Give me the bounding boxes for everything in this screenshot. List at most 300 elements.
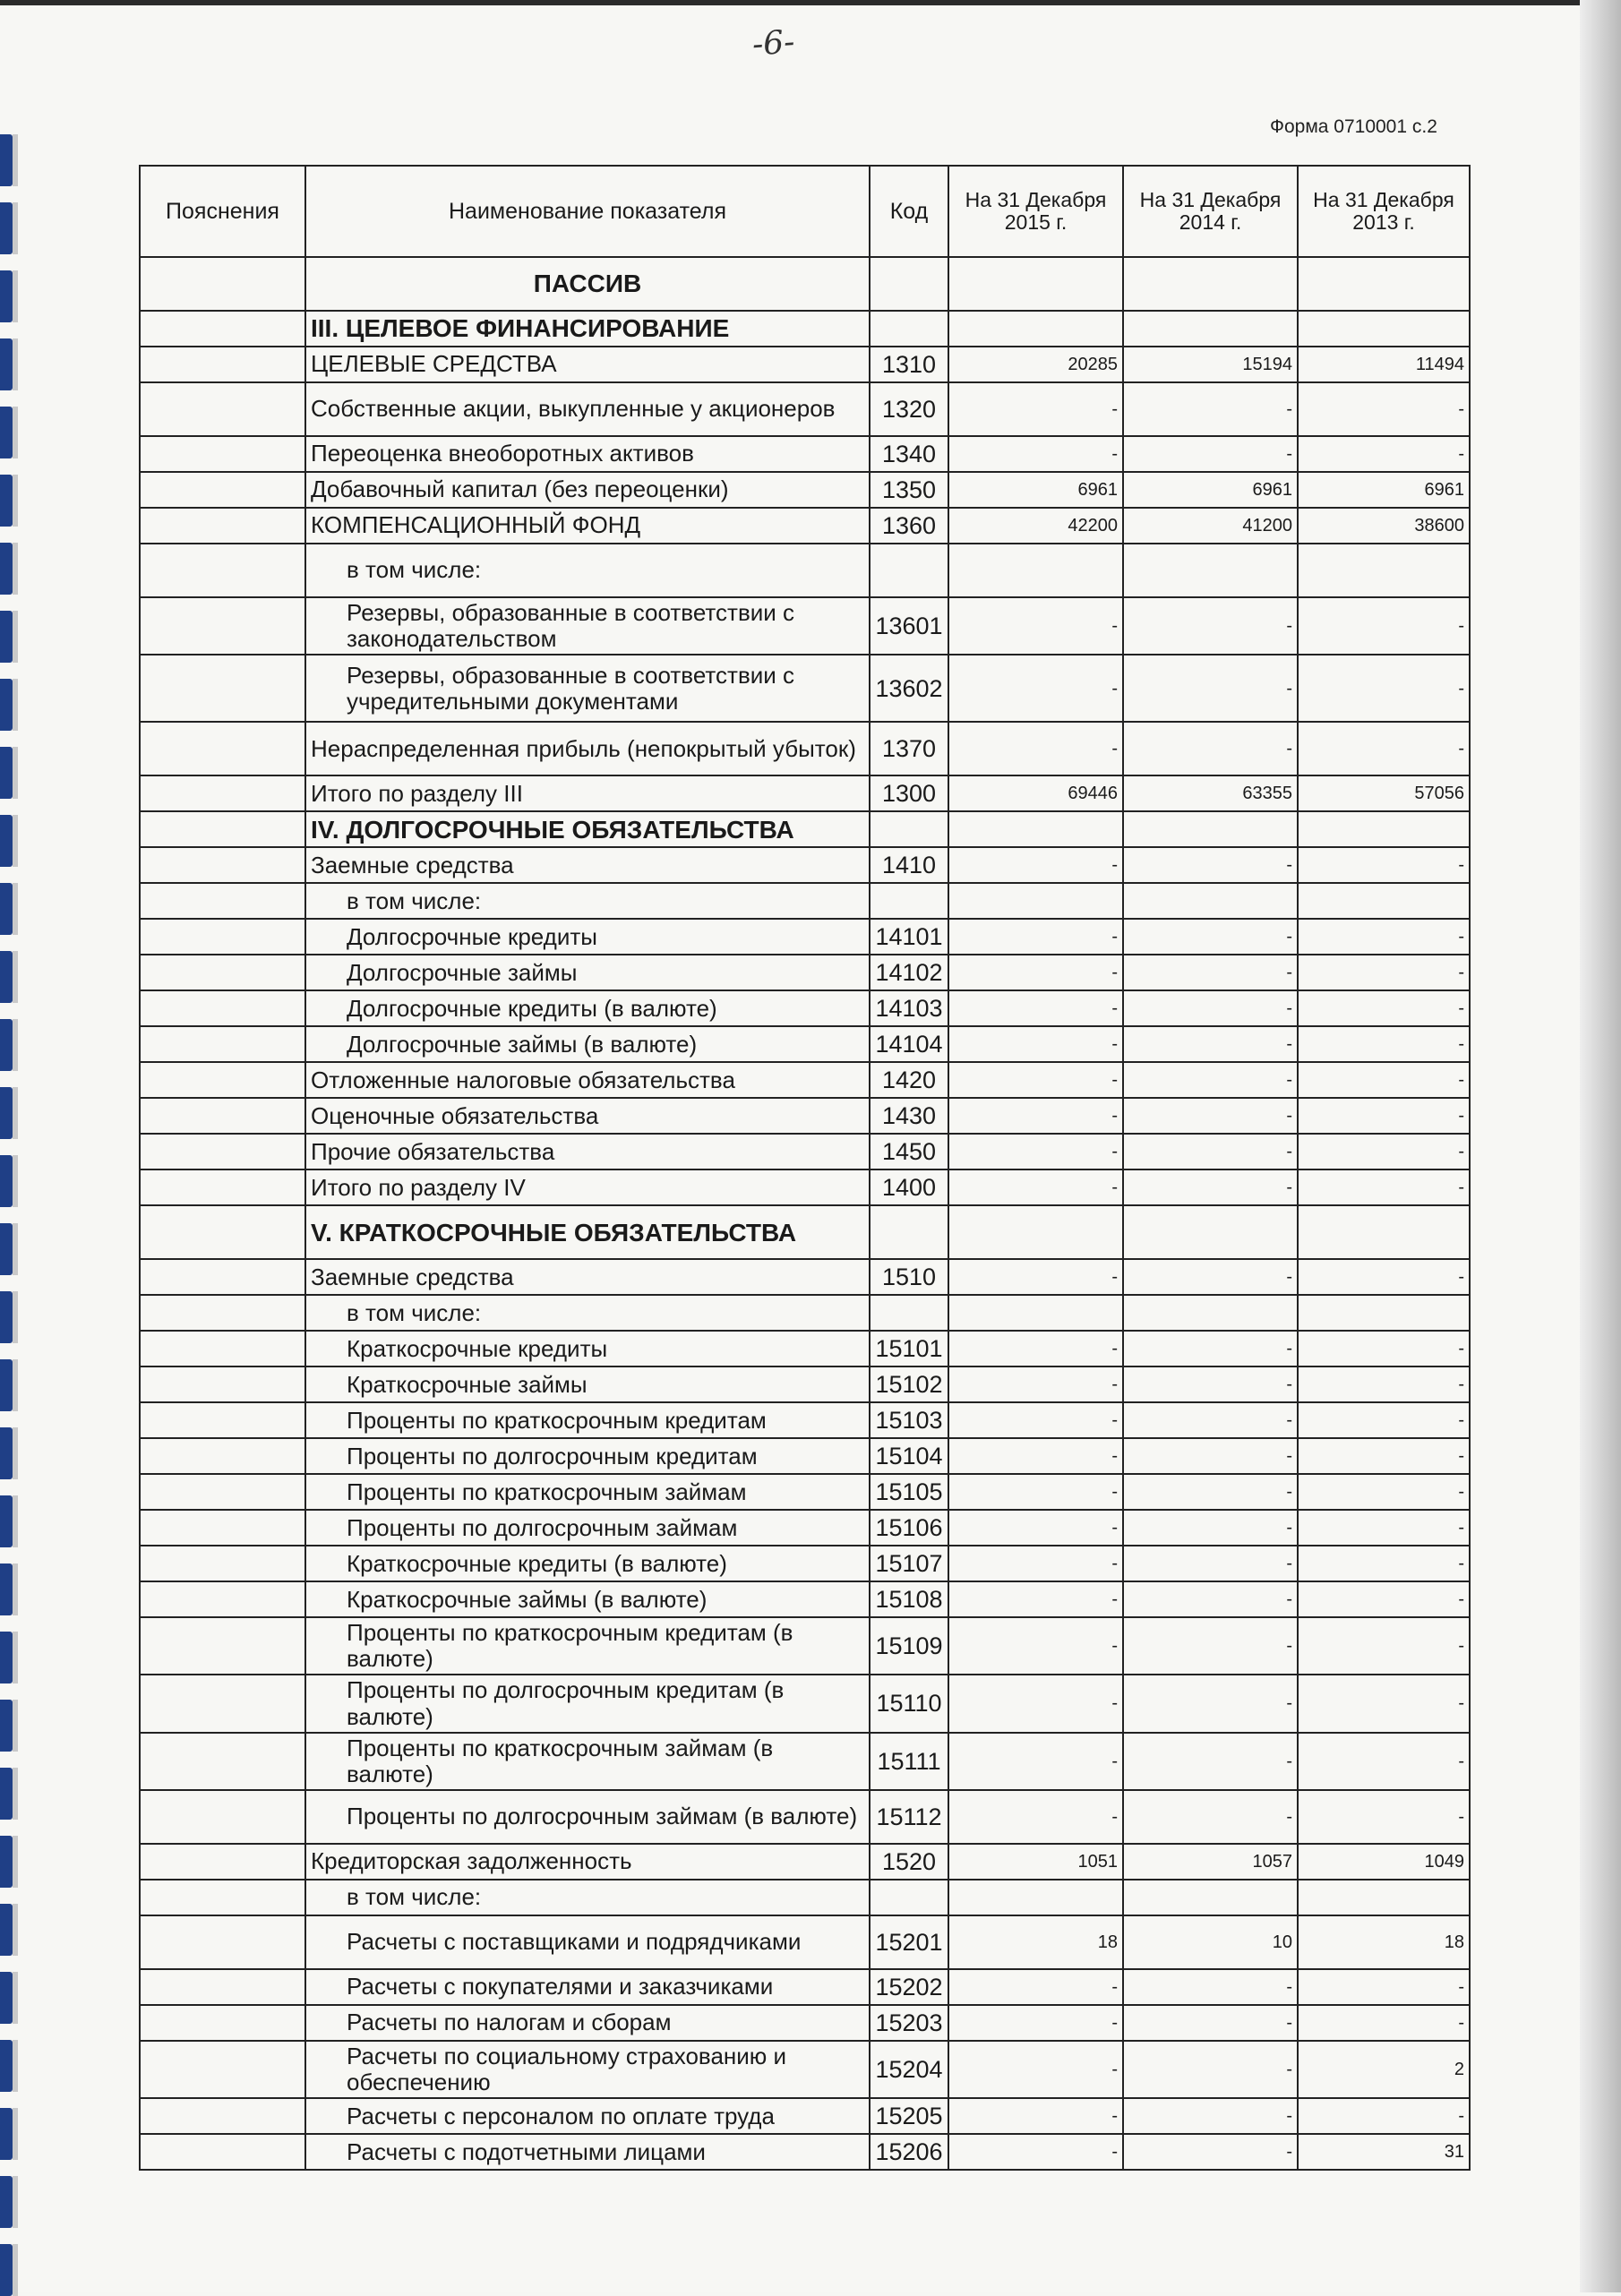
value-2015: - xyxy=(948,1438,1123,1474)
indicator-name: Проценты по краткосрочным кредитам xyxy=(305,1402,870,1438)
table-row xyxy=(140,597,1470,655)
value-2014: - xyxy=(1123,847,1298,883)
value-2014: - xyxy=(1123,1474,1298,1510)
binding-ring-shadow xyxy=(13,1155,18,1207)
indicator-name: Собственные акции, выкупленные у акционеров xyxy=(305,382,870,436)
explanation-cell xyxy=(140,1134,305,1169)
value-2014: 15194 xyxy=(1123,347,1298,382)
value-2015: - xyxy=(948,1366,1123,1402)
value-2013 xyxy=(1298,1880,1470,1915)
binding-ring-shadow xyxy=(13,1495,18,1547)
value-2014: - xyxy=(1123,1062,1298,1098)
value-2015: - xyxy=(948,2005,1123,2041)
explanation-cell xyxy=(140,1617,305,1675)
value-2014: - xyxy=(1123,2005,1298,2041)
value-2014: 10 xyxy=(1123,1915,1298,1969)
binding-ring xyxy=(0,1700,13,1752)
table-header-row xyxy=(140,166,1470,257)
value-2013: - xyxy=(1298,1169,1470,1205)
binding-ring xyxy=(0,407,13,458)
handwritten-page-number: -6- xyxy=(750,23,796,64)
indicator-name: Оценочные обязательства xyxy=(305,1098,870,1134)
table-row xyxy=(140,1546,1470,1581)
explanation-cell xyxy=(140,597,305,655)
indicator-code: 15203 xyxy=(870,2005,948,2041)
value-2013: 18 xyxy=(1298,1915,1470,1969)
table-row xyxy=(140,1581,1470,1617)
explanation-cell xyxy=(140,775,305,811)
explanation-cell xyxy=(140,1331,305,1366)
value-2015 xyxy=(948,883,1123,919)
table-row xyxy=(140,1733,1470,1790)
indicator-name: Проценты по долгосрочным кредитам (в валюте) xyxy=(305,1675,870,1732)
binding-ring xyxy=(0,475,13,527)
indicator-code: 1310 xyxy=(870,347,948,382)
value-2015: - xyxy=(948,382,1123,436)
table-row xyxy=(140,1915,1470,1969)
value-2015: 1051 xyxy=(948,1844,1123,1880)
binding-ring-shadow xyxy=(13,1359,18,1411)
binding-ring xyxy=(0,1972,13,2024)
value-2014: - xyxy=(1123,990,1298,1026)
indicator-name: Расчеты с покупателями и заказчиками xyxy=(305,1969,870,2005)
explanation-cell xyxy=(140,1675,305,1732)
value-2015: - xyxy=(948,1510,1123,1546)
binding-ring-shadow xyxy=(13,611,18,663)
binding-ring xyxy=(0,2040,13,2092)
value-2015: - xyxy=(948,1546,1123,1581)
binding-ring xyxy=(0,1632,13,1683)
value-2014: - xyxy=(1123,1617,1298,1675)
code-cell xyxy=(870,311,948,347)
header-date-2014: На 31 Декабря 2014 г. xyxy=(1123,166,1298,257)
value-2015: - xyxy=(948,1331,1123,1366)
header-explanations: Пояснения xyxy=(140,166,305,257)
indicator-name: Расчеты с персоналом по оплате труда xyxy=(305,2098,870,2134)
binding-ring xyxy=(0,1564,13,1615)
value-2014: - xyxy=(1123,2041,1298,2098)
explanation-cell xyxy=(140,1546,305,1581)
value-2013 xyxy=(1298,883,1470,919)
value-2013: - xyxy=(1298,722,1470,775)
binding-ring-shadow xyxy=(13,1427,18,1479)
value-2014: - xyxy=(1123,655,1298,722)
binding-ring xyxy=(0,1427,13,1479)
binding-ring-shadow xyxy=(13,679,18,731)
value-2013: - xyxy=(1298,1790,1470,1844)
table-row xyxy=(140,1880,1470,1915)
value-2014-cell xyxy=(1123,1205,1298,1259)
binding-ring xyxy=(0,747,13,799)
indicator-code: 15201 xyxy=(870,1915,948,1969)
value-2015: - xyxy=(948,847,1123,883)
binding-ring-shadow xyxy=(13,475,18,527)
indicator-name: Проценты по краткосрочным займам (в валюте) xyxy=(305,1733,870,1790)
indicator-name: Краткосрочные кредиты (в валюте) xyxy=(305,1546,870,1581)
value-2015 xyxy=(948,544,1123,597)
table-row xyxy=(140,1402,1470,1438)
explanation-cell xyxy=(140,508,305,544)
value-2013: - xyxy=(1298,1617,1470,1675)
explanation-cell xyxy=(140,382,305,436)
explanation-cell xyxy=(140,955,305,990)
indicator-code: 1450 xyxy=(870,1134,948,1169)
value-2014: - xyxy=(1123,1438,1298,1474)
indicator-code: 1410 xyxy=(870,847,948,883)
value-2013: - xyxy=(1298,1581,1470,1617)
value-2014: - xyxy=(1123,955,1298,990)
value-2013: - xyxy=(1298,1675,1470,1732)
value-2015: - xyxy=(948,1402,1123,1438)
value-2014-cell xyxy=(1123,311,1298,347)
section-title: V. КРАТКОСРОЧНЫЕ ОБЯЗАТЕЛЬСТВА xyxy=(305,1205,870,1259)
indicator-code: 1350 xyxy=(870,472,948,508)
explanation-cell xyxy=(140,2005,305,2041)
value-2013-cell xyxy=(1298,311,1470,347)
table-row xyxy=(140,2134,1470,2170)
explanation-cell xyxy=(140,311,305,347)
value-2013 xyxy=(1298,1295,1470,1331)
table-row xyxy=(140,2005,1470,2041)
indicator-code: 1370 xyxy=(870,722,948,775)
table-row xyxy=(140,1026,1470,1062)
indicator-code: 1360 xyxy=(870,508,948,544)
value-2013: - xyxy=(1298,1474,1470,1510)
indicator-code: 1520 xyxy=(870,1844,948,1880)
table-row xyxy=(140,1510,1470,1546)
value-2014 xyxy=(1123,1295,1298,1331)
value-2014: - xyxy=(1123,1098,1298,1134)
binding-ring-shadow xyxy=(13,270,18,322)
binding-ring xyxy=(0,202,13,254)
value-2013: - xyxy=(1298,955,1470,990)
indicator-code: 1320 xyxy=(870,382,948,436)
table-row xyxy=(140,847,1470,883)
indicator-code: 15101 xyxy=(870,1331,948,1366)
section-title: ПАССИВ xyxy=(305,257,870,311)
value-2014: 1057 xyxy=(1123,1844,1298,1880)
indicator-name: Заемные средства xyxy=(305,1259,870,1295)
value-2013: - xyxy=(1298,1402,1470,1438)
indicator-code: 14104 xyxy=(870,1026,948,1062)
value-2014: - xyxy=(1123,1026,1298,1062)
table-row xyxy=(140,544,1470,597)
table-row xyxy=(140,1366,1470,1402)
value-2013: - xyxy=(1298,1062,1470,1098)
binding-ring-shadow xyxy=(13,1223,18,1275)
indicator-name: Добавочный капитал (без переоценки) xyxy=(305,472,870,508)
binding-ring xyxy=(0,1904,13,1956)
value-2015: 6961 xyxy=(948,472,1123,508)
value-2014: - xyxy=(1123,1259,1298,1295)
indicator-name: в том числе: xyxy=(305,1880,870,1915)
indicator-name: Резервы, образованные в соответствии с учредительными документами xyxy=(305,655,870,722)
explanation-cell xyxy=(140,1402,305,1438)
value-2014: - xyxy=(1123,1790,1298,1844)
value-2013: - xyxy=(1298,1134,1470,1169)
indicator-name: Заемные средства xyxy=(305,847,870,883)
indicator-name: Отложенные налоговые обязательства xyxy=(305,1062,870,1098)
indicator-code: 15106 xyxy=(870,1510,948,1546)
table-row xyxy=(140,508,1470,544)
indicator-code: 14103 xyxy=(870,990,948,1026)
code-cell xyxy=(870,811,948,847)
form-label: Форма 0710001 с.2 xyxy=(1270,116,1437,137)
indicator-name: Долгосрочные займы (в валюте) xyxy=(305,1026,870,1062)
binding-ring-shadow xyxy=(13,1972,18,2024)
indicator-name: Итого по разделу III xyxy=(305,775,870,811)
value-2015-cell xyxy=(948,311,1123,347)
value-2014-cell xyxy=(1123,257,1298,311)
value-2015-cell xyxy=(948,1205,1123,1259)
indicator-code: 15103 xyxy=(870,1402,948,1438)
value-2013: - xyxy=(1298,1969,1470,2005)
explanation-cell xyxy=(140,2041,305,2098)
section-title: III. ЦЕЛЕВОЕ ФИНАНСИРОВАНИЕ xyxy=(305,311,870,347)
indicator-code: 15110 xyxy=(870,1675,948,1732)
binding-ring xyxy=(0,2244,13,2296)
binding-ring xyxy=(0,1155,13,1207)
value-2013: 57056 xyxy=(1298,775,1470,811)
binding-ring-shadow xyxy=(13,543,18,595)
value-2015: - xyxy=(948,1026,1123,1062)
value-2013: 1049 xyxy=(1298,1844,1470,1880)
value-2015: - xyxy=(948,436,1123,472)
value-2014 xyxy=(1123,544,1298,597)
code-cell xyxy=(870,257,948,311)
value-2015-cell xyxy=(948,811,1123,847)
indicator-name: Краткосрочные займы (в валюте) xyxy=(305,1581,870,1617)
indicator-name: Нераспределенная прибыль (непокрытый убыток) xyxy=(305,722,870,775)
value-2015: - xyxy=(948,2134,1123,2170)
indicator-code: 14101 xyxy=(870,919,948,955)
value-2015: - xyxy=(948,1617,1123,1675)
binding-ring xyxy=(0,1223,13,1275)
value-2015: - xyxy=(948,1134,1123,1169)
indicator-code xyxy=(870,883,948,919)
table-row xyxy=(140,436,1470,472)
binding-ring xyxy=(0,1768,13,1820)
explanation-cell xyxy=(140,883,305,919)
explanation-cell xyxy=(140,1844,305,1880)
table-row xyxy=(140,2041,1470,2098)
value-2015 xyxy=(948,1295,1123,1331)
value-2015: - xyxy=(948,1733,1123,1790)
indicator-code: 1300 xyxy=(870,775,948,811)
value-2014: - xyxy=(1123,1134,1298,1169)
explanation-cell xyxy=(140,1438,305,1474)
indicator-name: Расчеты с поставщиками и подрядчиками xyxy=(305,1915,870,1969)
value-2014: - xyxy=(1123,436,1298,472)
indicator-name: Долгосрочные кредиты xyxy=(305,919,870,955)
value-2013: - xyxy=(1298,597,1470,655)
value-2014: - xyxy=(1123,597,1298,655)
value-2015: - xyxy=(948,1675,1123,1732)
value-2013: 2 xyxy=(1298,2041,1470,2098)
value-2014: - xyxy=(1123,1546,1298,1581)
binding-ring-shadow xyxy=(13,747,18,799)
binding-ring-shadow xyxy=(13,407,18,458)
value-2014: - xyxy=(1123,1675,1298,1732)
table-row xyxy=(140,382,1470,436)
indicator-code xyxy=(870,1295,948,1331)
binding-ring-shadow xyxy=(13,1836,18,1888)
value-2014 xyxy=(1123,883,1298,919)
binding-ring xyxy=(0,2176,13,2228)
value-2014: 6961 xyxy=(1123,472,1298,508)
indicator-name: Резервы, образованные в соответствии с законодательством xyxy=(305,597,870,655)
binding-ring xyxy=(0,883,13,935)
table-row xyxy=(140,1438,1470,1474)
value-2013-cell xyxy=(1298,257,1470,311)
value-2014: 63355 xyxy=(1123,775,1298,811)
table-row xyxy=(140,1474,1470,1510)
header-date-2015: На 31 Декабря 2015 г. xyxy=(948,166,1123,257)
value-2015: - xyxy=(948,2098,1123,2134)
value-2015: - xyxy=(948,1062,1123,1098)
value-2014: - xyxy=(1123,1969,1298,2005)
indicator-name: Долгосрочные кредиты (в валюте) xyxy=(305,990,870,1026)
indicator-code: 13601 xyxy=(870,597,948,655)
value-2014: - xyxy=(1123,919,1298,955)
table-row xyxy=(140,990,1470,1026)
table-row xyxy=(140,1098,1470,1134)
indicator-code: 15105 xyxy=(870,1474,948,1510)
value-2015-cell xyxy=(948,257,1123,311)
table-row xyxy=(140,1969,1470,2005)
explanation-cell xyxy=(140,1790,305,1844)
value-2015: - xyxy=(948,1581,1123,1617)
value-2013: - xyxy=(1298,990,1470,1026)
table-row xyxy=(140,722,1470,775)
indicator-code: 15102 xyxy=(870,1366,948,1402)
value-2013: - xyxy=(1298,1098,1470,1134)
table-row xyxy=(140,1675,1470,1732)
explanation-cell xyxy=(140,436,305,472)
value-2014: - xyxy=(1123,1581,1298,1617)
binding-ring-shadow xyxy=(13,2176,18,2228)
indicator-name: Проценты по краткосрочным кредитам (в валюте) xyxy=(305,1617,870,1675)
binding-ring-shadow xyxy=(13,1087,18,1139)
table-row xyxy=(140,2098,1470,2134)
explanation-cell xyxy=(140,1259,305,1295)
explanation-cell xyxy=(140,1880,305,1915)
spiral-binding xyxy=(0,0,20,2292)
table-row xyxy=(140,883,1470,919)
value-2014: - xyxy=(1123,2134,1298,2170)
indicator-name: в том числе: xyxy=(305,544,870,597)
table-row xyxy=(140,1295,1470,1331)
indicator-name: Проценты по долгосрочным займам (в валюте) xyxy=(305,1790,870,1844)
indicator-code xyxy=(870,544,948,597)
indicator-code: 15112 xyxy=(870,1790,948,1844)
header-indicator-name: Наименование показателя xyxy=(305,166,870,257)
binding-ring xyxy=(0,134,13,186)
binding-ring-shadow xyxy=(13,2108,18,2160)
table-row xyxy=(140,1259,1470,1295)
explanation-cell xyxy=(140,655,305,722)
binding-ring xyxy=(0,815,13,867)
binding-ring-shadow xyxy=(13,951,18,1003)
value-2015: - xyxy=(948,919,1123,955)
value-2013: - xyxy=(1298,655,1470,722)
binding-ring-shadow xyxy=(13,338,18,390)
value-2015: - xyxy=(948,955,1123,990)
value-2014: 41200 xyxy=(1123,508,1298,544)
indicator-name: Проценты по краткосрочным займам xyxy=(305,1474,870,1510)
table-row xyxy=(140,1617,1470,1675)
binding-ring-shadow xyxy=(13,1904,18,1956)
indicator-name: Итого по разделу IV xyxy=(305,1169,870,1205)
value-2013: - xyxy=(1298,436,1470,472)
value-2015: - xyxy=(948,2041,1123,2098)
indicator-code xyxy=(870,1880,948,1915)
explanation-cell xyxy=(140,1295,305,1331)
indicator-name: Расчеты с подотчетными лицами xyxy=(305,2134,870,2170)
value-2014: - xyxy=(1123,382,1298,436)
value-2013 xyxy=(1298,544,1470,597)
binding-ring-shadow xyxy=(13,1019,18,1071)
value-2015: - xyxy=(948,990,1123,1026)
value-2015: - xyxy=(948,1969,1123,2005)
indicator-name: в том числе: xyxy=(305,883,870,919)
value-2015 xyxy=(948,1880,1123,1915)
indicator-name: Краткосрочные займы xyxy=(305,1366,870,1402)
explanation-cell xyxy=(140,1026,305,1062)
value-2013-cell xyxy=(1298,1205,1470,1259)
table-row xyxy=(140,1844,1470,1880)
value-2014: - xyxy=(1123,1169,1298,1205)
binding-ring xyxy=(0,1495,13,1547)
explanation-cell xyxy=(140,347,305,382)
explanation-cell xyxy=(140,1969,305,2005)
indicator-code: 15202 xyxy=(870,1969,948,2005)
indicator-code: 15104 xyxy=(870,1438,948,1474)
binding-ring xyxy=(0,1291,13,1343)
value-2014: - xyxy=(1123,2098,1298,2134)
binding-ring-shadow xyxy=(13,883,18,935)
value-2015: 20285 xyxy=(948,347,1123,382)
value-2013: 38600 xyxy=(1298,508,1470,544)
table-row xyxy=(140,1134,1470,1169)
indicator-code: 14102 xyxy=(870,955,948,990)
binding-ring xyxy=(0,543,13,595)
value-2014: - xyxy=(1123,1402,1298,1438)
table-row xyxy=(140,1331,1470,1366)
value-2014: - xyxy=(1123,1366,1298,1402)
section-header-row xyxy=(140,311,1470,347)
indicator-name: Проценты по долгосрочным займам xyxy=(305,1510,870,1546)
binding-ring xyxy=(0,2108,13,2160)
binding-ring-shadow xyxy=(13,1632,18,1683)
value-2015: - xyxy=(948,1169,1123,1205)
binding-ring xyxy=(0,1019,13,1071)
explanation-cell xyxy=(140,1581,305,1617)
indicator-code: 15111 xyxy=(870,1733,948,1790)
value-2013: - xyxy=(1298,919,1470,955)
binding-ring-shadow xyxy=(13,2244,18,2296)
indicator-code: 15205 xyxy=(870,2098,948,2134)
balance-sheet-table xyxy=(139,165,1471,2171)
indicator-code: 1430 xyxy=(870,1098,948,1134)
explanation-cell xyxy=(140,1474,305,1510)
indicator-name: Переоценка внеоборотных активов xyxy=(305,436,870,472)
value-2013: - xyxy=(1298,1259,1470,1295)
explanation-cell xyxy=(140,990,305,1026)
section-title: IV. ДОЛГОСРОЧНЫЕ ОБЯЗАТЕЛЬСТВА xyxy=(305,811,870,847)
explanation-cell xyxy=(140,1169,305,1205)
value-2014: - xyxy=(1123,1331,1298,1366)
